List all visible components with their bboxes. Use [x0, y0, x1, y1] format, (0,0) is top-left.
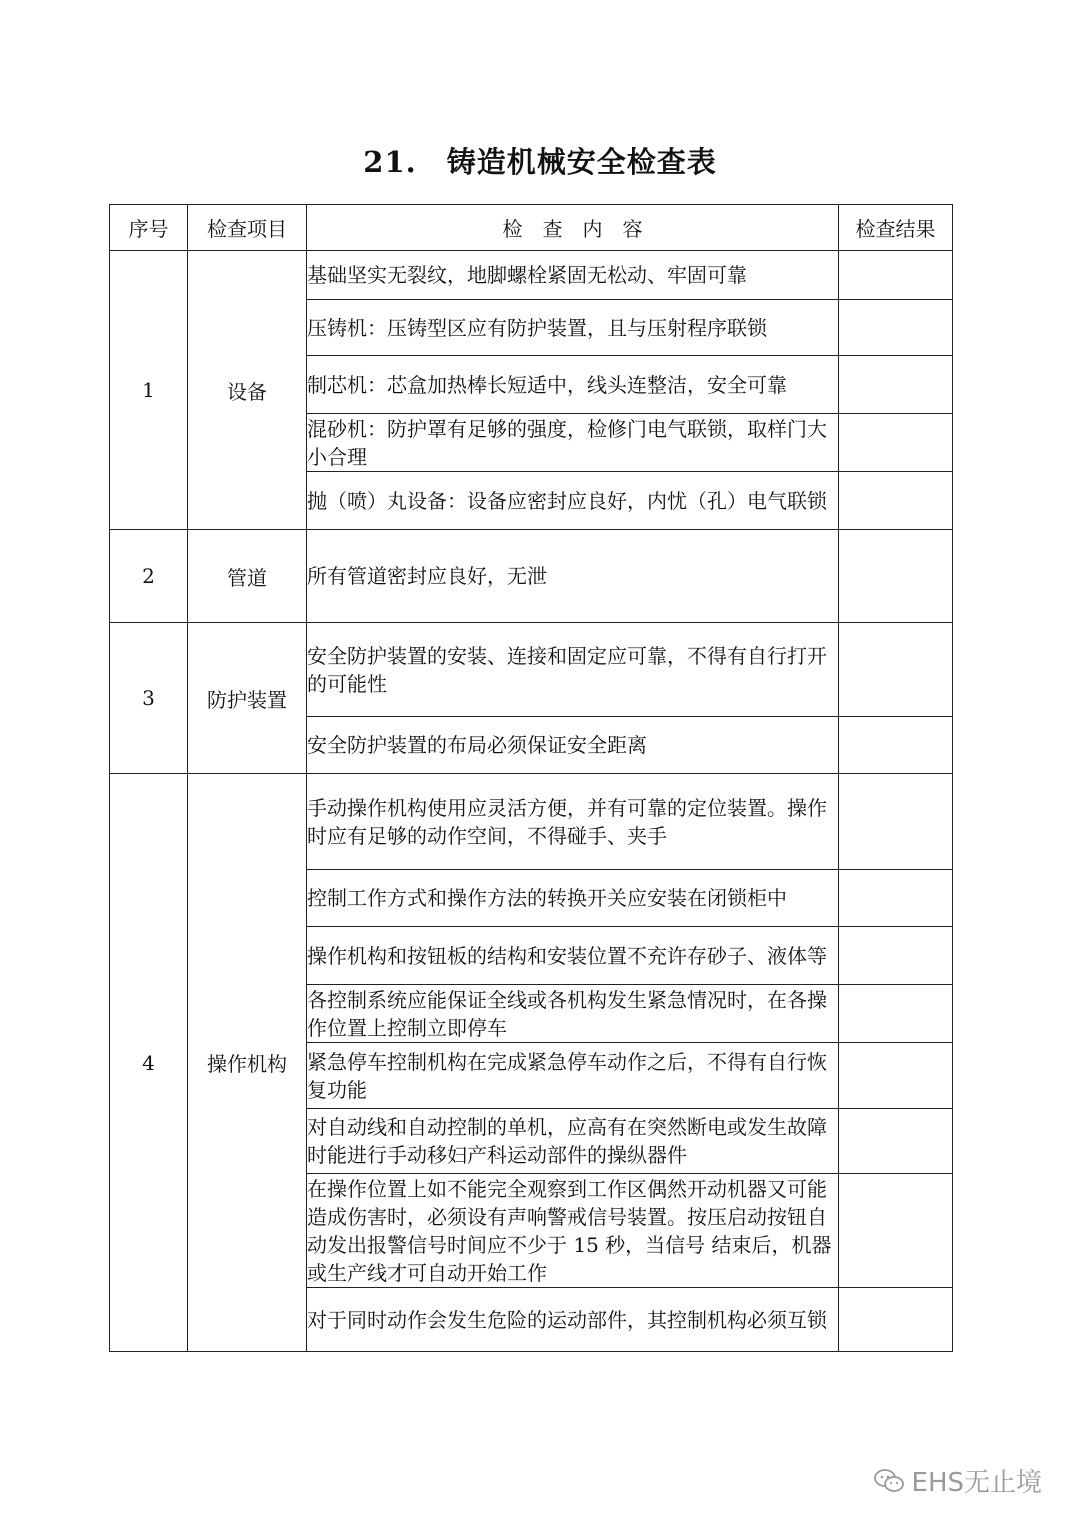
check-result-cell[interactable] [839, 251, 953, 300]
check-result-cell[interactable] [839, 530, 953, 623]
check-result-cell[interactable] [839, 356, 953, 414]
header-content: 检 查 内 容 [307, 205, 839, 251]
header-row [110, 205, 953, 251]
checklist-table [109, 204, 953, 1352]
check-content-cell: 所有管道密封应良好，无泄 [307, 530, 839, 623]
table-body [110, 251, 953, 1352]
table-row [110, 774, 953, 870]
check-content-cell: 混砂机：防护罩有足够的强度，检修门电气联锁，取样门大小合理 [307, 414, 839, 472]
check-item-cell: 防护装置 [188, 623, 307, 774]
table-row [110, 251, 953, 300]
check-content-cell: 手动操作机构使用应灵活方便，并有可靠的定位装置。操作时应有足够的动作空间，不得碰手、夹手 [307, 774, 839, 870]
header-result: 检查结果 [839, 205, 953, 251]
title-text: 铸造机械安全检查表 [446, 145, 717, 179]
check-content-cell: 制芯机：芯盒加热棒长短适中，线头连整洁，安全可靠 [307, 356, 839, 414]
seq-cell: 4 [110, 774, 188, 1352]
check-content-cell: 操作机构和按钮板的结构和安装位置不充许存砂子、液体等 [307, 927, 839, 985]
check-result-cell[interactable] [839, 774, 953, 870]
check-result-cell[interactable] [839, 1174, 953, 1288]
check-result-cell[interactable] [839, 1109, 953, 1174]
check-result-cell[interactable] [839, 300, 953, 356]
check-content-cell: 对自动线和自动控制的单机，应高有在突然断电或发生故障时能进行手动移妇产科运动部件的操纵器件 [307, 1109, 839, 1174]
check-content-cell: 紧急停车控制机构在完成紧急停车动作之后，不得有自行恢复功能 [307, 1043, 839, 1109]
check-content-cell: 对于同时动作会发生危险的运动部件，其控制机构必须互锁 [307, 1288, 839, 1352]
check-content-cell: 基础坚实无裂纹，地脚螺栓紧固无松动、牢固可靠 [307, 251, 839, 300]
page-title [0, 140, 1080, 181]
check-item-cell: 设备 [188, 251, 307, 530]
check-content-cell: 压铸机：压铸型区应有防护装置，且与压射程序联锁 [307, 300, 839, 356]
check-result-cell[interactable] [839, 717, 953, 774]
check-result-cell[interactable] [839, 414, 953, 472]
title-number: 21. [363, 145, 417, 179]
check-item-cell: 操作机构 [188, 774, 307, 1352]
check-content-cell: 控制工作方式和操作方法的转换开关应安装在闭锁柜中 [307, 870, 839, 927]
check-result-cell[interactable] [839, 623, 953, 717]
watermark [874, 1462, 1042, 1499]
seq-cell: 3 [110, 623, 188, 774]
check-result-cell[interactable] [839, 985, 953, 1043]
table-row [110, 530, 953, 623]
check-result-cell[interactable] [839, 472, 953, 530]
check-result-cell[interactable] [839, 927, 953, 985]
table-row [110, 623, 953, 717]
header-seq: 序号 [110, 205, 188, 251]
wechat-icon [874, 1468, 904, 1494]
check-content-cell: 抛（喷）丸设备：设备应密封应良好，内忧（孔）电气联锁 [307, 472, 839, 530]
check-content-cell: 在操作位置上如不能完全观察到工作区偶然开动机器又可能造成伤害时，必须设有声响警戒信号装置。按压启动按钮自动发出报警信号时间应不少于 15 秒，当信号 结束后，机器或生产线才可自动开始工作 [307, 1174, 839, 1288]
check-content-cell: 安全防护装置的布局必须保证安全距离 [307, 717, 839, 774]
check-result-cell[interactable] [839, 870, 953, 927]
seq-cell: 1 [110, 251, 188, 530]
check-result-cell[interactable] [839, 1288, 953, 1352]
check-content-cell: 安全防护装置的安装、连接和固定应可靠，不得有自行打开的可能性 [307, 623, 839, 717]
header-item: 检查项目 [188, 205, 307, 251]
check-item-cell: 管道 [188, 530, 307, 623]
check-content-cell: 各控制系统应能保证全线或各机构发生紧急情况时，在各操作位置上控制立即停车 [307, 985, 839, 1043]
seq-cell: 2 [110, 530, 188, 623]
check-result-cell[interactable] [839, 1043, 953, 1109]
watermark-text: EHS无止境 [911, 1468, 1042, 1498]
